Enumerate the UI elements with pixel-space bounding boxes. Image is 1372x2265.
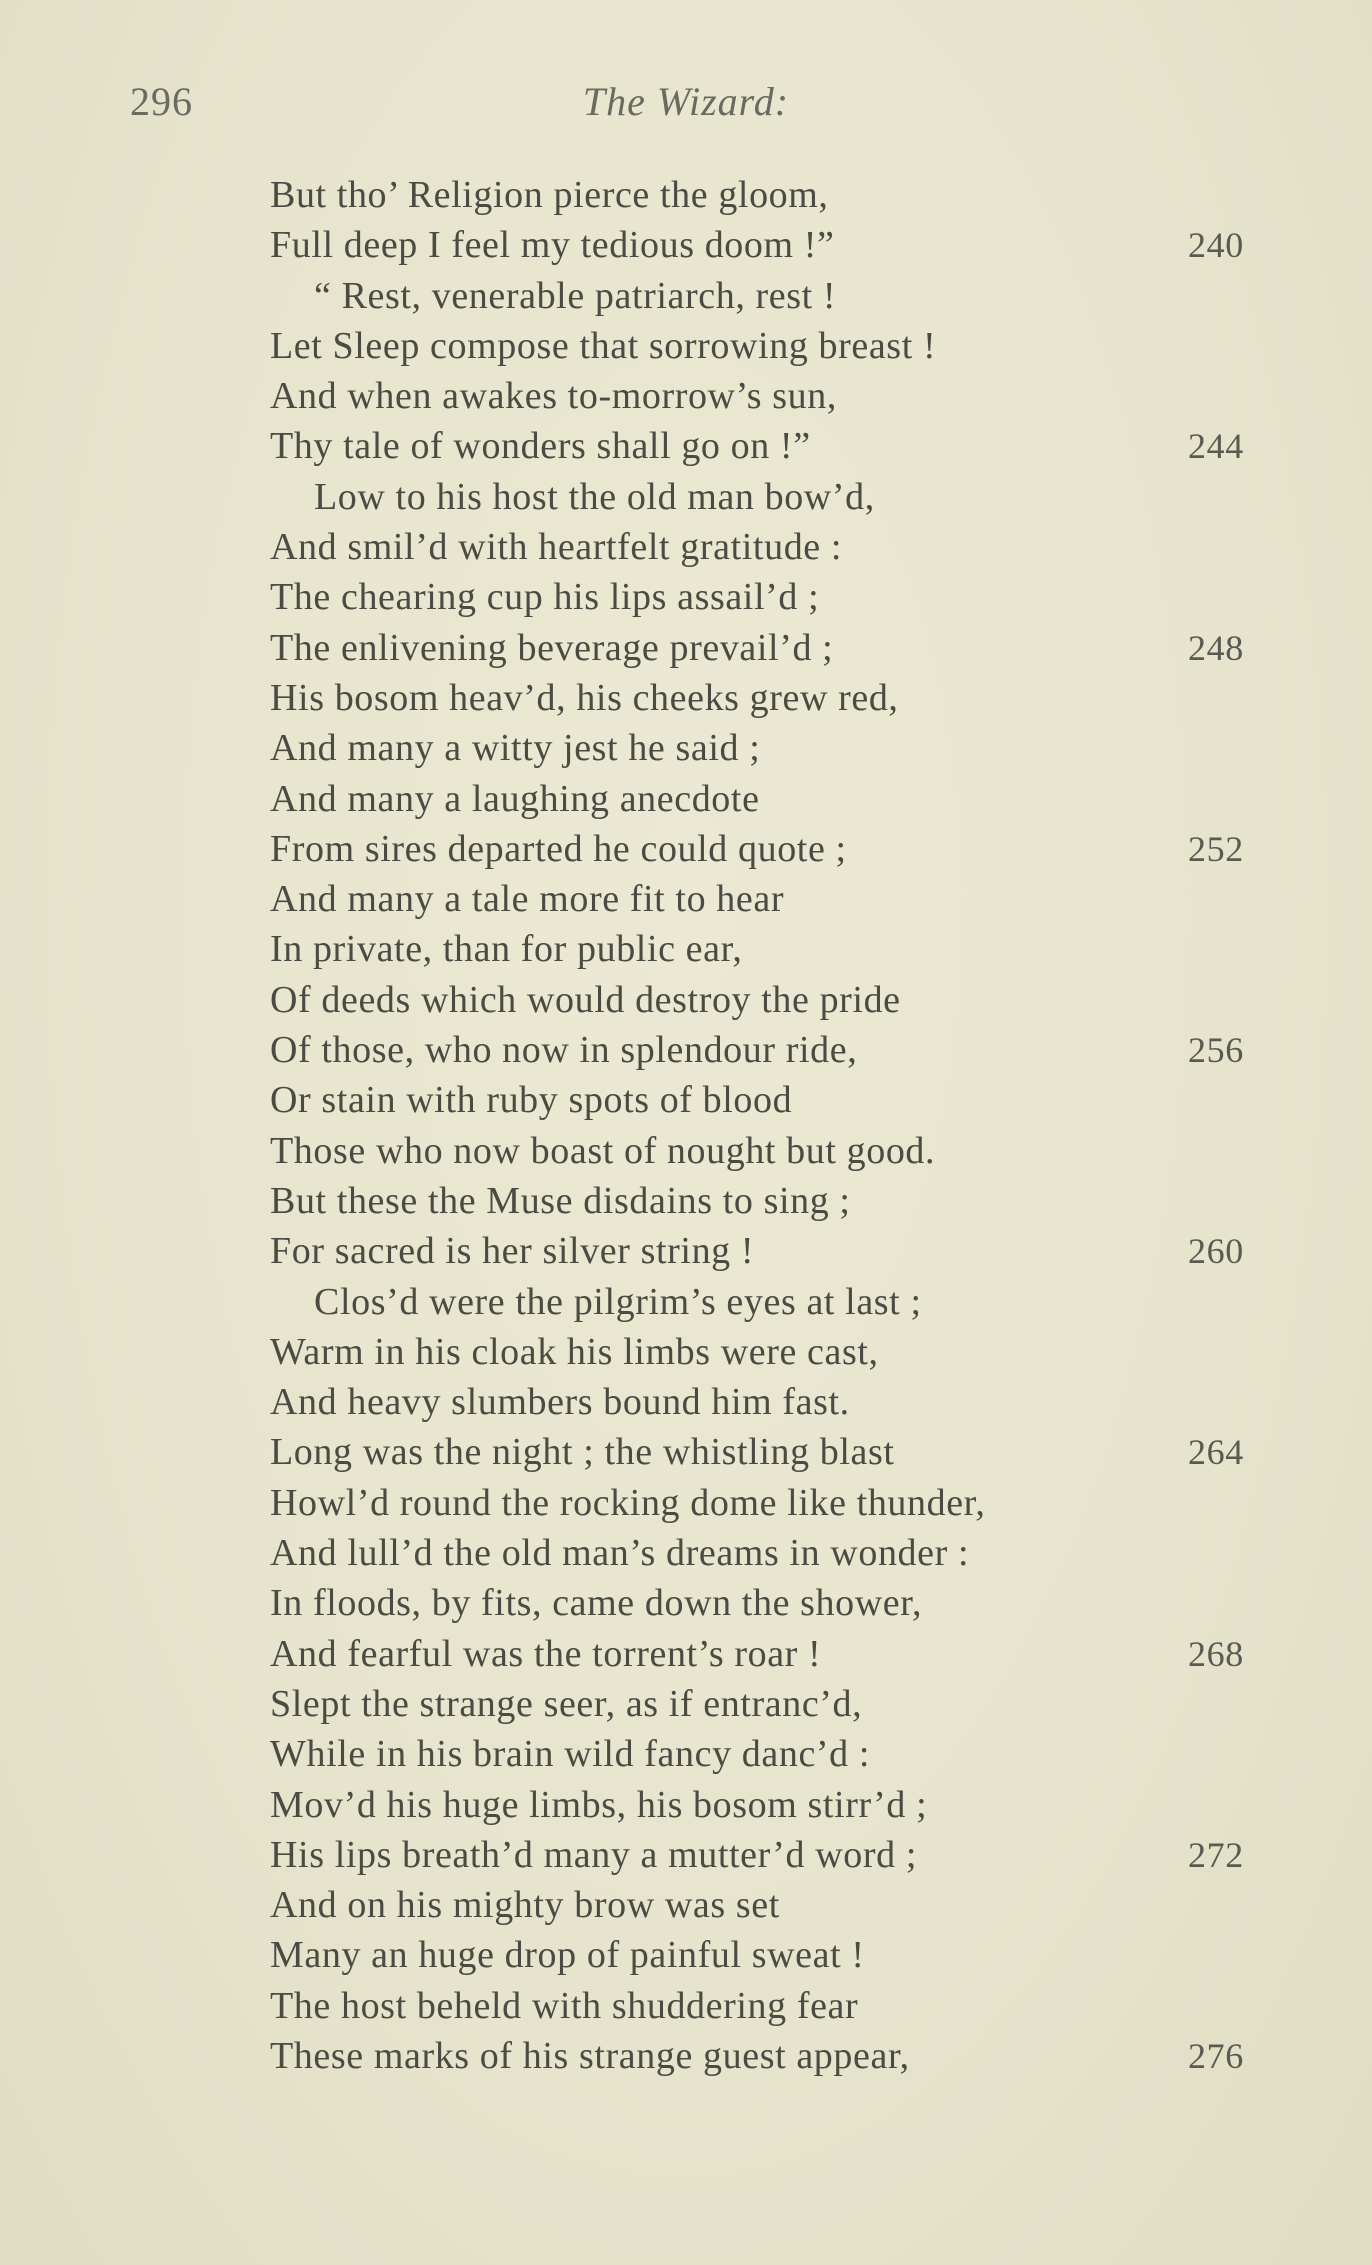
poem-line-text: Slept the strange seer, as if entranc’d, [270,1682,863,1725]
poem-line [270,1830,1270,1880]
poem-line [270,1126,1270,1176]
poem-line [270,1327,1270,1377]
poem-line [270,673,1270,723]
poem-line [270,1729,1270,1779]
line-number: 240 [1188,225,1244,266]
running-title: The Wizard: [582,79,790,124]
poem-line [270,774,1270,824]
poem-line [270,271,1270,321]
poem-line [270,572,1270,622]
poem-line-text: His bosom heav’d, his cheeks grew red, [270,676,899,719]
poem-line-text: But these the Muse disdains to sing ; [270,1179,851,1222]
poem-line [270,220,1270,270]
poem-line-text: In floods, by fits, came down the shower, [270,1582,923,1625]
line-number: 248 [1188,627,1244,668]
poem-line-text: And fearful was the torrent’s roar ! [270,1632,822,1675]
poem-line-text: Low to his host the old man bow’d, [314,475,875,518]
poem-line-text: And many a laughing anecdote [270,777,760,820]
poem-line-text: From sires departed he could quote ; [270,827,847,870]
poem-line-text: Those who now boast of nought but good. [270,1129,936,1172]
poem-line-text: Mov’d his huge limbs, his bosom stirr’d ; [270,1783,928,1826]
poem-line [270,1780,1270,1830]
poem-line [270,1176,1270,1226]
line-number: 272 [1188,1834,1244,1875]
poem-line-text: Long was the night ; the whistling blast [270,1431,895,1474]
poem-line [270,1478,1270,1528]
poem-line-text: And many a tale more fit to hear [270,878,785,921]
poem-line [270,623,1270,673]
poem-line-text: And lull’d the old man’s dreams in wonder : [270,1532,970,1575]
poem-line-text: Many an huge drop of painful sweat ! [270,1934,865,1977]
line-number: 244 [1188,426,1244,467]
poem-line [270,421,1270,471]
poem-line-text: And on his mighty brow was set [270,1884,780,1927]
poem-line [270,1427,1270,1477]
poem-line [270,170,1270,220]
poem-line-text: His lips breath’d many a mutter’d word ; [270,1833,917,1876]
line-number: 260 [1188,1231,1244,1272]
poem-line-text: And when awakes to-morrow’s sun, [270,375,837,418]
poem-line [270,1025,1270,1075]
poem-line [270,1880,1270,1930]
poem-line-text: The host beheld with shuddering fear [270,1984,859,2027]
poem-line-text: And smil’d with heartfelt gratitude : [270,526,843,569]
poem-line-text: In private, than for public ear, [270,928,743,971]
poem-line-text: And many a witty jest he said ; [270,727,761,770]
poem-line-text: While in his brain wild fancy danc’d : [270,1733,871,1776]
poem-line [270,723,1270,773]
poem-line-text: Full deep I feel my tedious doom !” [270,224,835,267]
poem-line [270,2031,1270,2081]
poem-line-text: Howl’d round the rocking dome like thunder, [270,1481,986,1524]
poem-line-text: Of deeds which would destroy the pride [270,978,901,1021]
poem-line [270,1930,1270,1980]
poem-line-text: Clos’d were the pilgrim’s eyes at last ; [314,1280,922,1323]
poem-line-text: These marks of his strange guest appear, [270,2034,910,2077]
poem-line-text: And heavy slumbers bound him fast. [270,1381,850,1424]
poem-line [270,1075,1270,1125]
poem-line-text: Or stain with ruby spots of blood [270,1079,793,1122]
poem-line [270,1981,1270,2031]
poem-line [270,1226,1270,1276]
poem-line-text: Warm in his cloak his limbs were cast, [270,1330,879,1373]
poem-line-text: For sacred is her silver string ! [270,1230,755,1273]
poem-line [270,371,1270,421]
poem-line [270,472,1270,522]
poem-body [270,170,1270,2081]
poem-line-text: Of those, who now in splendour ride, [270,1029,858,1072]
page-header [0,78,1372,138]
poem-line-text: But tho’ Religion pierce the gloom, [270,174,829,216]
poem-line-text: The chearing cup his lips assail’d ; [270,576,820,619]
poem-line [270,1629,1270,1679]
line-number: 256 [1188,1030,1244,1071]
page-number: 296 [130,79,193,124]
poem-line [270,1528,1270,1578]
poem-line [270,1679,1270,1729]
poem-line-text: Thy tale of wonders shall go on !” [270,425,811,468]
line-number: 264 [1188,1432,1244,1473]
poem-line [270,924,1270,974]
poem-line-text: “ Rest, venerable patriarch, rest ! [314,274,837,317]
poem-line [270,1377,1270,1427]
poem-line-text: The enlivening beverage prevail’d ; [270,626,834,669]
poem-line [270,975,1270,1025]
line-number: 268 [1188,1633,1244,1674]
poem-line [270,522,1270,572]
line-number: 252 [1188,828,1244,869]
poem-line [270,1578,1270,1628]
poem-line [270,824,1270,874]
poem-line [270,321,1270,371]
poem-line [270,874,1270,924]
poem-line [270,1277,1270,1327]
line-number: 276 [1188,2035,1244,2076]
poem-line-text: Let Sleep compose that sorrowing breast ! [270,324,937,367]
